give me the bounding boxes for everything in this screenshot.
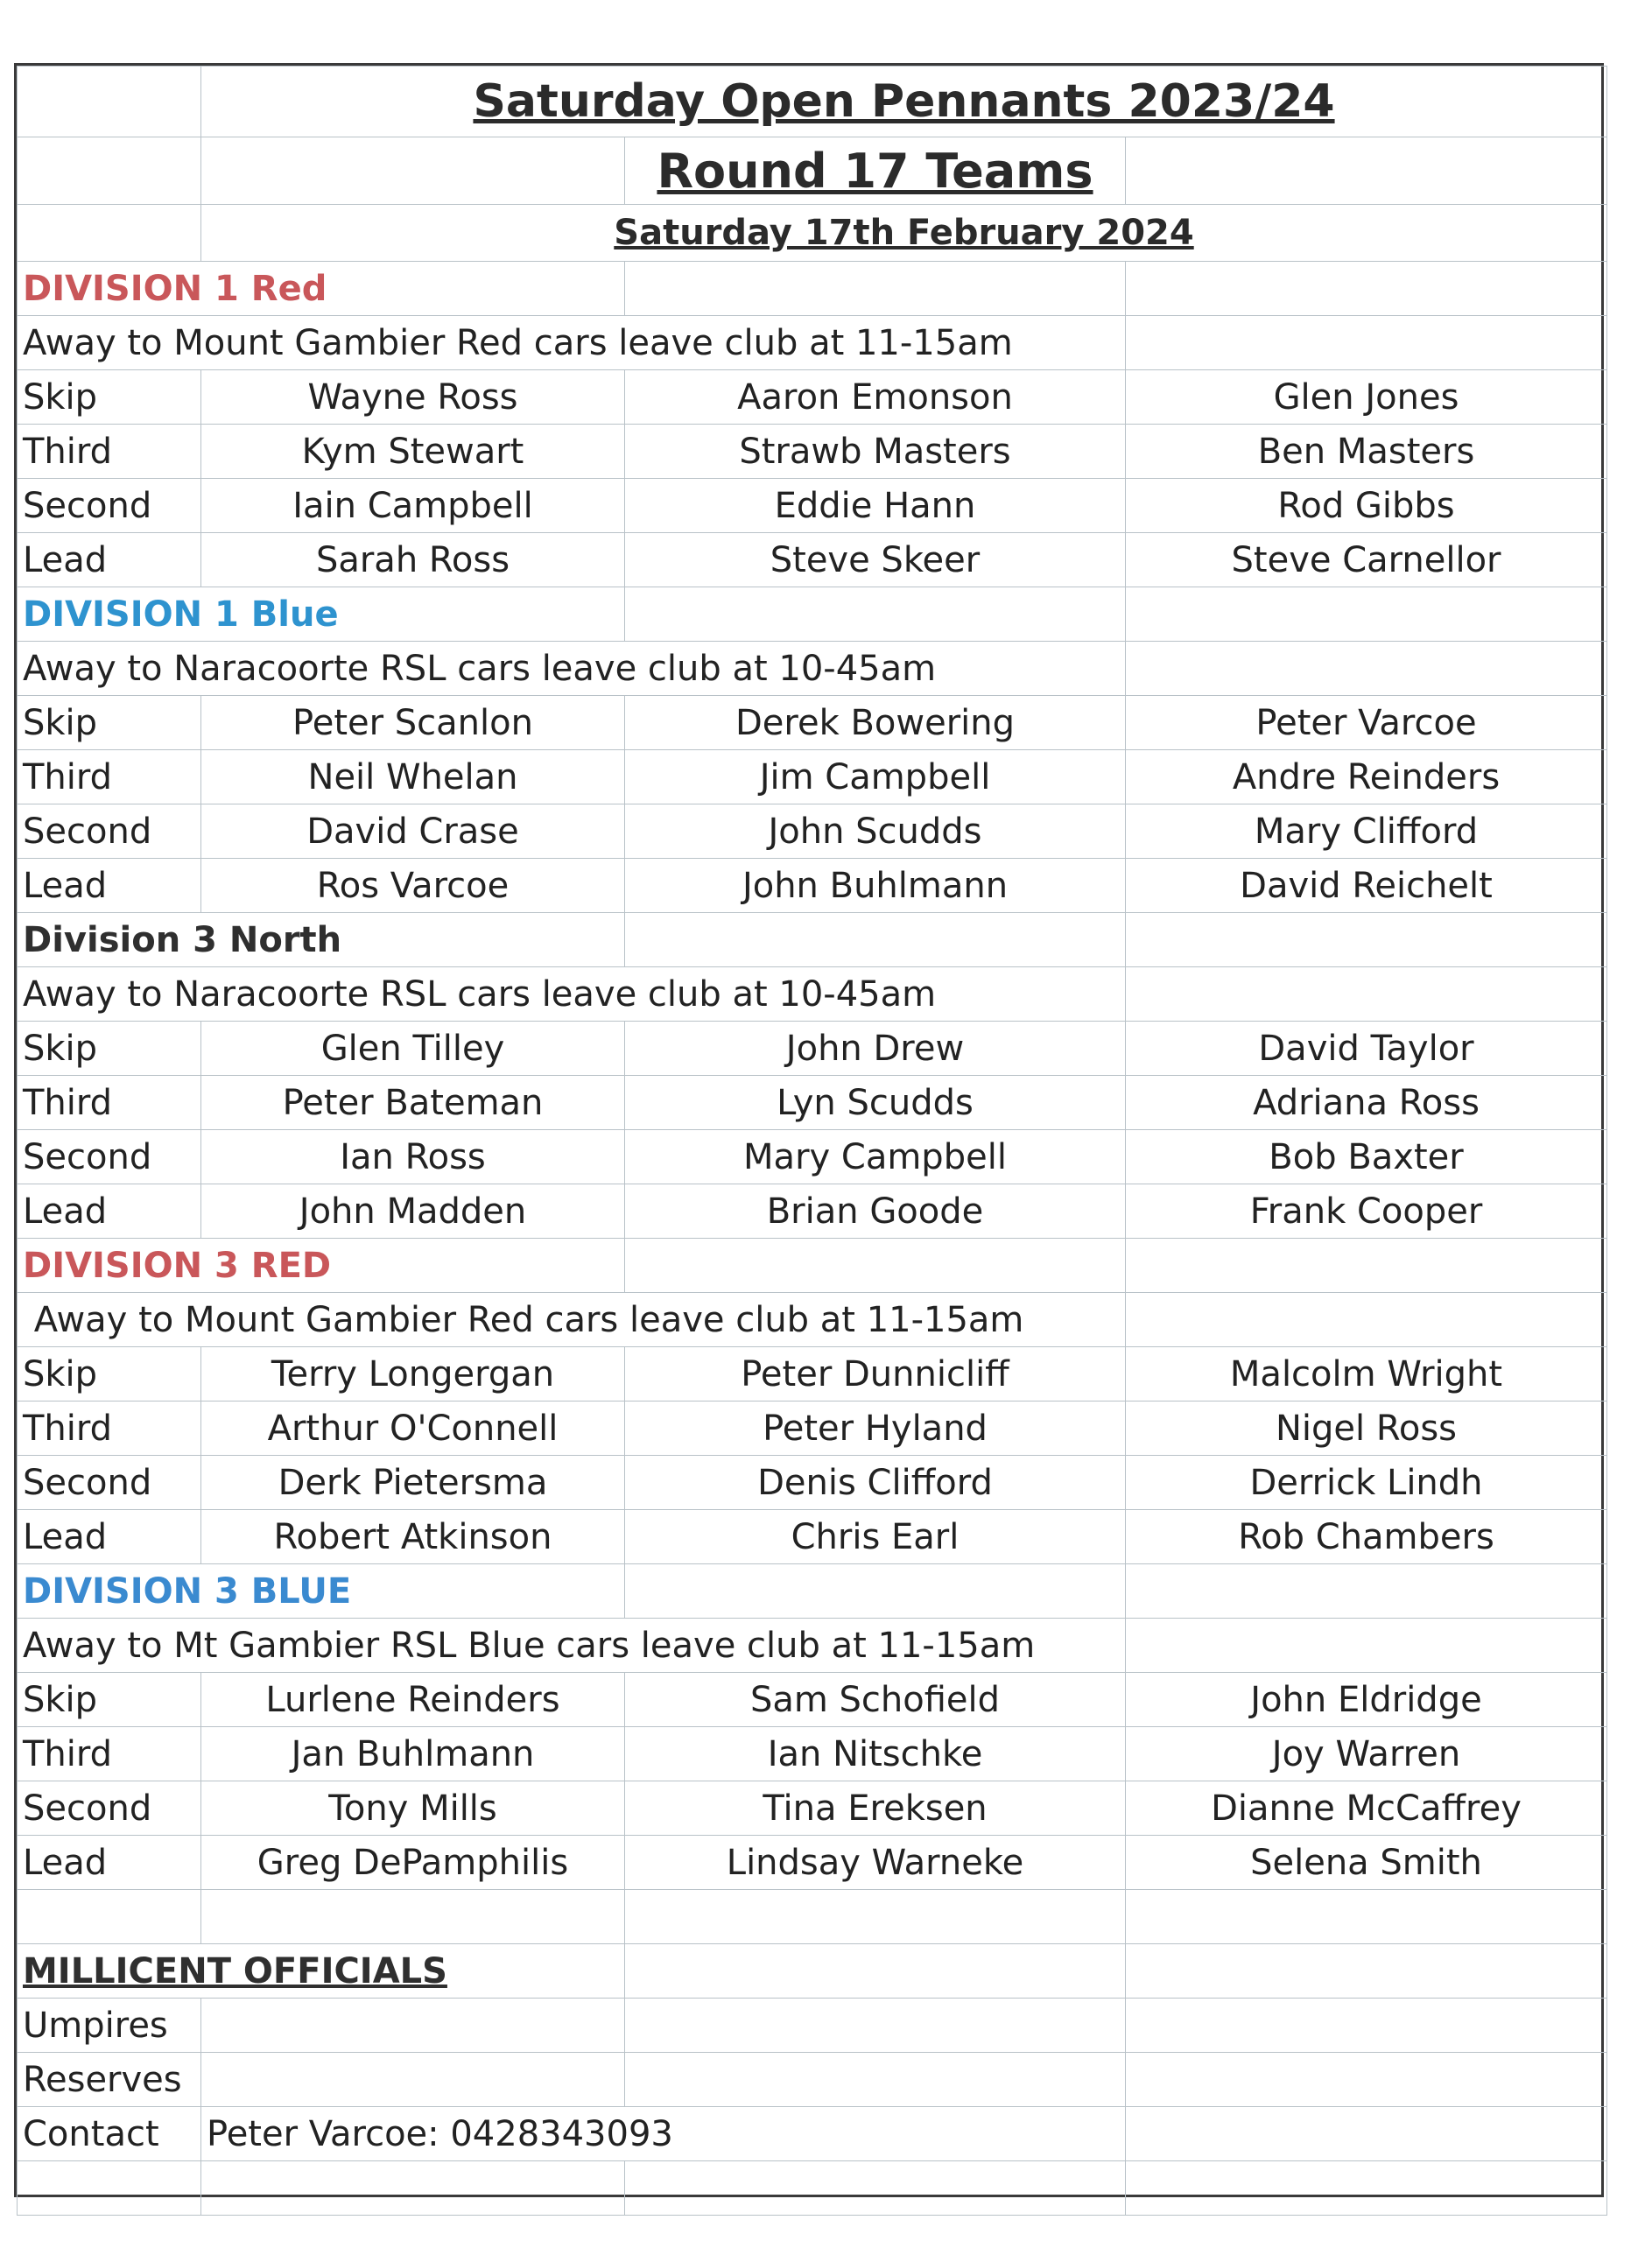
position-label: Second — [18, 1456, 201, 1510]
player-name: Aaron Emonson — [625, 370, 1126, 425]
player-name: Strawb Masters — [625, 425, 1126, 479]
table-row — [18, 1673, 1607, 1727]
contact-label: Contact — [18, 2107, 201, 2161]
position-label: Third — [18, 425, 201, 479]
contact-value: Peter Varcoe: 0428343093 — [201, 2107, 1126, 2161]
division-title: DIVISION 3 BLUE — [18, 1564, 625, 1619]
travel-info: Away to Naracoorte RSL cars leave club at 10-45am — [18, 642, 1126, 696]
table-row — [18, 859, 1607, 913]
player-name: David Reichelt — [1126, 859, 1607, 913]
player-name: Brian Goode — [625, 1184, 1126, 1239]
player-name: Terry Longergan — [201, 1347, 625, 1402]
spacer-row — [18, 1890, 1607, 1944]
player-name: Glen Tilley — [201, 1022, 625, 1076]
player-name: Rob Chambers — [1126, 1510, 1607, 1564]
player-name: Denis Clifford — [625, 1456, 1126, 1510]
subtitle-row — [18, 137, 1607, 205]
player-name: Lindsay Warneke — [625, 1836, 1126, 1890]
player-name: Chris Earl — [625, 1510, 1126, 1564]
position-label: Third — [18, 750, 201, 804]
position-label: Skip — [18, 696, 201, 750]
round-title: Round 17 Teams — [625, 137, 1126, 205]
table-row — [18, 1727, 1607, 1781]
player-name: David Crase — [201, 804, 625, 859]
player-name: Peter Dunnicliff — [625, 1347, 1126, 1402]
player-name: Tony Mills — [201, 1781, 625, 1836]
table-row — [18, 1510, 1607, 1564]
table-row — [18, 1184, 1607, 1239]
player-name: Dianne McCaffrey — [1126, 1781, 1607, 1836]
position-label: Lead — [18, 1510, 201, 1564]
table-row — [18, 750, 1607, 804]
position-label: Third — [18, 1402, 201, 1456]
travel-row — [18, 1619, 1607, 1673]
umpires-label: Umpires — [18, 1999, 201, 2053]
player-name: Peter Scanlon — [201, 696, 625, 750]
player-name: Ian Nitschke — [625, 1727, 1126, 1781]
player-name: John Drew — [625, 1022, 1126, 1076]
player-name: John Madden — [201, 1184, 625, 1239]
date-row — [18, 205, 1607, 262]
team-sheet — [14, 63, 1604, 2197]
position-label: Lead — [18, 859, 201, 913]
officials-heading: MILLICENT OFFICIALS — [23, 1950, 447, 1992]
position-label: Skip — [18, 1022, 201, 1076]
table-row — [18, 1347, 1607, 1402]
player-name: Rod Gibbs — [1126, 479, 1607, 533]
player-name: Mary Campbell — [625, 1130, 1126, 1184]
player-name: Derk Pietersma — [201, 1456, 625, 1510]
spacer-row — [18, 2161, 1607, 2216]
player-name: Lyn Scudds — [625, 1076, 1126, 1130]
division-title: Division 3 North — [18, 913, 625, 967]
reserves-row — [18, 2053, 1607, 2107]
player-name: Wayne Ross — [201, 370, 625, 425]
travel-row — [18, 316, 1607, 370]
travel-info: Away to Mount Gambier Red cars leave club at 11-15am — [18, 316, 1126, 370]
page-title: Saturday Open Pennants 2023/24 — [201, 67, 1607, 137]
table-row — [18, 479, 1607, 533]
player-name: John Scudds — [625, 804, 1126, 859]
position-label: Skip — [18, 1347, 201, 1402]
table-row — [18, 1022, 1607, 1076]
player-name: Sarah Ross — [201, 533, 625, 587]
player-name: Lurlene Reinders — [201, 1673, 625, 1727]
player-name: John Eldridge — [1126, 1673, 1607, 1727]
player-name: Robert Atkinson — [201, 1510, 625, 1564]
position-label: Third — [18, 1727, 201, 1781]
player-name: John Buhlmann — [625, 859, 1126, 913]
travel-info: Away to Mt Gambier RSL Blue cars leave club at 11-15am — [18, 1619, 1126, 1673]
division-header-row — [18, 1239, 1607, 1293]
travel-row — [18, 967, 1607, 1022]
position-label: Lead — [18, 1836, 201, 1890]
division-title: DIVISION 3 RED — [18, 1239, 625, 1293]
table-row — [18, 533, 1607, 587]
player-name: Adriana Ross — [1126, 1076, 1607, 1130]
position-label: Second — [18, 479, 201, 533]
officials-header-row — [18, 1944, 1607, 1999]
player-name: Sam Schofield — [625, 1673, 1126, 1727]
table-row — [18, 1076, 1607, 1130]
match-date: Saturday 17th February 2024 — [201, 205, 1607, 262]
player-name: Glen Jones — [1126, 370, 1607, 425]
table-row — [18, 1402, 1607, 1456]
player-name: Peter Varcoe — [1126, 696, 1607, 750]
player-name: Steve Carnellor — [1126, 533, 1607, 587]
travel-row — [18, 1293, 1607, 1347]
division-header-row — [18, 913, 1607, 967]
travel-info: Away to Naracoorte RSL cars leave club at 10-45am — [18, 967, 1126, 1022]
player-name: Peter Hyland — [625, 1402, 1126, 1456]
position-label: Lead — [18, 533, 201, 587]
player-name: Jim Campbell — [625, 750, 1126, 804]
travel-row — [18, 642, 1607, 696]
player-name: Derrick Lindh — [1126, 1456, 1607, 1510]
teams-table — [17, 66, 1607, 2216]
division-header-row — [18, 587, 1607, 642]
player-name: Eddie Hann — [625, 479, 1126, 533]
player-name: David Taylor — [1126, 1022, 1607, 1076]
position-label: Second — [18, 1130, 201, 1184]
player-name: Bob Baxter — [1126, 1130, 1607, 1184]
player-name: Neil Whelan — [201, 750, 625, 804]
division-title: DIVISION 1 Blue — [18, 587, 625, 642]
division-title: DIVISION 1 Red — [18, 262, 625, 316]
table-row — [18, 696, 1607, 750]
player-name: Selena Smith — [1126, 1836, 1607, 1890]
player-name: Kym Stewart — [201, 425, 625, 479]
travel-info: Away to Mount Gambier Red cars leave club at 11-15am — [18, 1293, 1126, 1347]
table-row — [18, 1836, 1607, 1890]
player-name: Frank Cooper — [1126, 1184, 1607, 1239]
title-row — [18, 67, 1607, 137]
player-name: Malcolm Wright — [1126, 1347, 1607, 1402]
contact-row — [18, 2107, 1607, 2161]
player-name: Andre Reinders — [1126, 750, 1607, 804]
player-name: Nigel Ross — [1126, 1402, 1607, 1456]
player-name: Joy Warren — [1126, 1727, 1607, 1781]
table-row — [18, 370, 1607, 425]
player-name: Ian Ross — [201, 1130, 625, 1184]
position-label: Second — [18, 1781, 201, 1836]
player-name: Ben Masters — [1126, 425, 1607, 479]
player-name: Derek Bowering — [625, 696, 1126, 750]
table-row — [18, 1456, 1607, 1510]
position-label: Third — [18, 1076, 201, 1130]
division-header-row — [18, 262, 1607, 316]
player-name: Jan Buhlmann — [201, 1727, 625, 1781]
position-label: Second — [18, 804, 201, 859]
table-row — [18, 804, 1607, 859]
reserves-label: Reserves — [18, 2053, 201, 2107]
table-row — [18, 425, 1607, 479]
player-name: Ros Varcoe — [201, 859, 625, 913]
player-name: Tina Ereksen — [625, 1781, 1126, 1836]
table-row — [18, 1781, 1607, 1836]
player-name: Peter Bateman — [201, 1076, 625, 1130]
position-label: Skip — [18, 370, 201, 425]
player-name: Iain Campbell — [201, 479, 625, 533]
umpires-row — [18, 1999, 1607, 2053]
position-label: Lead — [18, 1184, 201, 1239]
player-name: Arthur O'Connell — [201, 1402, 625, 1456]
player-name: Steve Skeer — [625, 533, 1126, 587]
table-row — [18, 1130, 1607, 1184]
division-header-row — [18, 1564, 1607, 1619]
position-label: Skip — [18, 1673, 201, 1727]
player-name: Mary Clifford — [1126, 804, 1607, 859]
player-name: Greg DePamphilis — [201, 1836, 625, 1890]
